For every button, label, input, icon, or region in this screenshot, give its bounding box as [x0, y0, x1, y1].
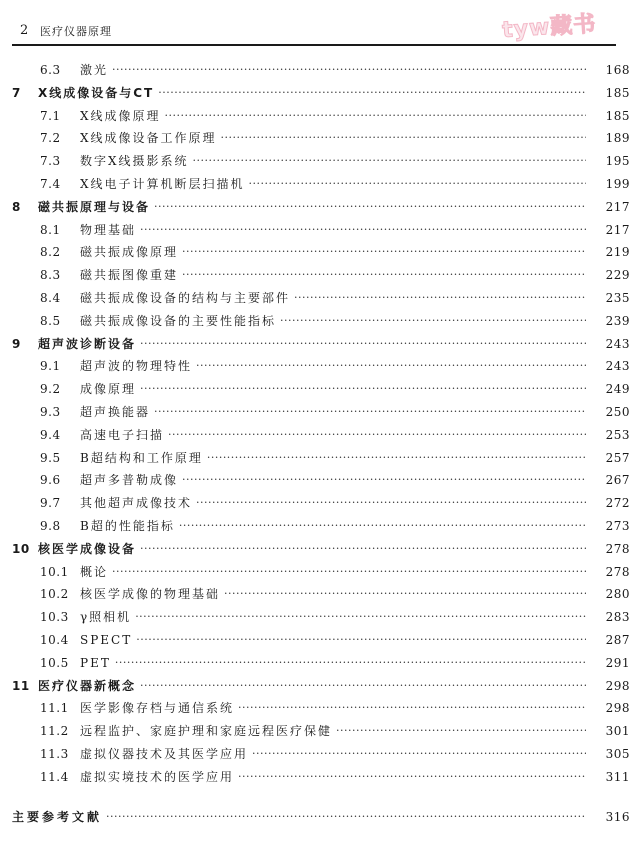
toc-section-entry[interactable] [0, 582, 630, 602]
toc-section-entry[interactable] [0, 742, 630, 762]
toc-entry-title: 医学影像存档与通信系统 [80, 701, 235, 716]
leader-dots [182, 267, 586, 283]
toc-entry-page: 235 [605, 291, 630, 305]
toc-entry-number: 9.4 [40, 427, 61, 442]
toc-section-entry[interactable] [0, 240, 630, 260]
toc-section-entry[interactable] [0, 263, 630, 283]
toc-entry-page: 278 [605, 564, 630, 579]
toc-entry-number: 8.2 [40, 245, 61, 260]
toc-entry-page: 283 [605, 610, 630, 625]
leader-dots [224, 586, 586, 602]
running-title: 医疗仪器原理 [40, 25, 112, 38]
toc-entry-number: 8.5 [40, 313, 61, 328]
leader-dots [165, 108, 586, 124]
toc-entry-title: SPECT [80, 633, 133, 647]
toc-entry-page: 316 [605, 810, 630, 824]
toc-entry-page: 189 [605, 131, 630, 146]
toc-entry-page: 168 [605, 63, 630, 77]
leader-dots [238, 700, 586, 716]
toc-entry-number: 7.1 [40, 108, 61, 123]
toc-section-entry[interactable] [0, 651, 630, 671]
toc-entry-title: 主要参考文献 [12, 810, 103, 824]
toc-entry-page: 250 [605, 405, 630, 419]
toc-entry-page: 301 [605, 724, 630, 739]
leader-dots [280, 313, 586, 329]
toc-entry-title: 磁共振原理与设备 [38, 199, 151, 214]
toc-entry-title: 远程监护、家庭护理和家庭远程医疗保健 [80, 724, 333, 739]
page-header [12, 11, 616, 46]
toc-entry-page: 249 [605, 382, 630, 397]
toc-entry-title: 超声多普勒成像 [80, 473, 179, 488]
toc-entry-number: 10.4 [40, 633, 69, 647]
toc-section-entry[interactable] [0, 58, 630, 78]
toc-entry-page: 217 [605, 199, 630, 214]
toc-entry-number: 9.7 [40, 496, 61, 511]
toc-entry-number: 10 [12, 541, 30, 556]
leader-dots [168, 427, 586, 443]
toc-entry-title: 物理基础 [80, 222, 137, 237]
leader-dots [196, 358, 586, 374]
toc-entry-page: 217 [605, 222, 630, 237]
toc-entry-number: 11 [12, 678, 30, 693]
toc-entry-page: 229 [605, 268, 630, 283]
toc-section-entry[interactable] [0, 446, 630, 466]
leader-dots [179, 518, 586, 534]
leader-dots [207, 450, 586, 466]
toc-section-entry[interactable] [0, 765, 630, 785]
leader-dots [140, 541, 586, 557]
leader-dots [106, 809, 586, 825]
toc-section-entry[interactable] [0, 491, 630, 511]
leader-dots [154, 199, 586, 215]
page-number: 2 [20, 23, 29, 38]
leader-dots [182, 472, 586, 488]
toc-entry-title: 磁共振成像原理 [80, 245, 179, 260]
leader-dots [158, 85, 586, 101]
leader-dots [154, 404, 586, 420]
toc-entry-number: 8.1 [40, 222, 61, 237]
toc-entry-page: 278 [605, 541, 630, 556]
toc-entry-page: 291 [605, 655, 630, 670]
toc-entry-title: 磁共振成像设备的结构与主要部件 [80, 291, 291, 305]
toc-entry-number: 9 [12, 336, 21, 351]
toc-entry-page: 257 [605, 450, 630, 465]
leader-dots [238, 769, 586, 785]
toc-entry-number: 8 [12, 199, 21, 214]
toc-section-entry[interactable] [0, 126, 630, 146]
toc-entry-page: 298 [605, 678, 630, 693]
toc-entry-number: 10.5 [40, 655, 69, 670]
toc-section-entry[interactable] [0, 377, 630, 397]
toc-section-entry[interactable] [0, 172, 630, 192]
toc-entry-number: 7.3 [40, 154, 61, 169]
toc-entry-page: 195 [605, 154, 630, 169]
leader-dots [135, 609, 586, 625]
toc-entry-title: X线成像设备与CT [38, 85, 155, 100]
leader-dots [112, 62, 586, 78]
toc-entry-page: 287 [605, 633, 630, 647]
leader-dots [193, 153, 586, 169]
toc-entry-number: 7.4 [40, 177, 61, 191]
toc-entry-number: 7 [12, 85, 21, 100]
toc-entry-title: γ照相机 [80, 610, 132, 625]
toc-entry-title: B超的性能指标 [80, 519, 175, 533]
toc-section-entry[interactable] [0, 218, 630, 238]
toc-entry-page: 219 [605, 245, 630, 260]
toc-section-entry[interactable] [0, 514, 630, 534]
toc-section-entry[interactable] [0, 560, 630, 580]
toc-chapter-entry[interactable] [0, 537, 630, 557]
leader-dots [196, 495, 586, 511]
toc-entry-number: 11.1 [40, 701, 69, 716]
toc-entry-title: 高速电子扫描 [80, 427, 165, 442]
leader-dots [115, 655, 586, 671]
leader-dots [140, 381, 586, 397]
toc-entry-page: 280 [605, 587, 630, 602]
toc-entry-title: 激光 [80, 63, 109, 77]
toc-entry-number: 6.3 [40, 63, 61, 77]
toc-section-entry[interactable] [0, 149, 630, 169]
toc-entry-number: 10.1 [40, 564, 69, 579]
toc-entry-title: X线电子计算机断层扫描机 [80, 177, 245, 191]
toc-entry-page: 311 [605, 769, 630, 784]
toc-section-entry[interactable] [0, 696, 630, 716]
toc-entry-number: 9.6 [40, 473, 61, 488]
toc-entry-title: 超声换能器 [80, 405, 151, 419]
toc-entry-title: 核医学成像的物理基础 [80, 587, 221, 602]
leader-dots [249, 176, 586, 192]
leader-dots [136, 632, 586, 648]
leader-dots [182, 244, 586, 260]
toc-entry-title: X线成像原理 [80, 108, 161, 123]
leader-dots [140, 336, 586, 352]
toc-entry-number: 10.3 [40, 610, 69, 625]
toc-entry-page: 298 [605, 701, 630, 716]
toc-entry-title: 磁共振成像设备的主要性能指标 [80, 313, 277, 328]
toc-chapter-entry[interactable] [0, 674, 630, 694]
leader-dots [140, 222, 586, 238]
toc-section-entry[interactable] [0, 605, 630, 625]
toc-entry-title: 医疗仪器新概念 [38, 678, 137, 693]
toc-entry-title: 超声波诊断设备 [38, 336, 137, 351]
toc-chapter-entry[interactable] [0, 81, 630, 101]
toc-section-entry[interactable] [0, 628, 630, 648]
leader-dots [112, 564, 586, 580]
toc-entry-number: 9.5 [40, 450, 61, 465]
toc-entry-number: 8.4 [40, 291, 61, 305]
toc-entry-page: 305 [605, 747, 630, 761]
toc-entry-page: 185 [605, 85, 630, 100]
toc-entry-number: 9.2 [40, 382, 61, 397]
toc-chapter-entry[interactable] [0, 195, 630, 215]
toc-entry-page: 243 [605, 359, 630, 374]
toc-entry-number: 9.3 [40, 405, 61, 419]
toc-entry-title: PET [80, 655, 111, 670]
watermark-stamp: tyw藏书 [501, 11, 597, 44]
toc-section-entry[interactable] [0, 423, 630, 443]
toc-entry-references[interactable] [0, 805, 630, 825]
toc-entry-number: 9.8 [40, 519, 61, 533]
toc-entry-page: 253 [605, 427, 630, 442]
toc-entry-title: 其他超声成像技术 [80, 496, 193, 511]
toc-section-entry[interactable] [0, 354, 630, 374]
toc-entry-title: 概论 [80, 564, 109, 579]
toc-entry-title: 磁共振图像重建 [80, 268, 179, 283]
toc-entry-page: 272 [605, 496, 630, 511]
leader-dots [336, 723, 586, 739]
toc-entry-title: X线成像设备工作原理 [80, 131, 217, 146]
toc-entry-page: 267 [605, 473, 630, 488]
leader-dots [140, 678, 586, 694]
leader-dots [221, 130, 586, 146]
toc-entry-title: 超声波的物理特性 [80, 359, 193, 374]
toc-entry-title: 核医学成像设备 [38, 541, 137, 556]
toc-entry-page: 199 [605, 177, 630, 191]
toc-entry-number: 7.2 [40, 131, 61, 146]
toc-chapter-entry[interactable] [0, 332, 630, 352]
toc-section-entry[interactable] [0, 286, 630, 306]
leader-dots [252, 746, 586, 762]
toc-entry-title: 虚拟实境技术的医学应用 [80, 769, 235, 784]
toc-entry-page: 273 [605, 519, 630, 533]
toc-section-entry[interactable] [0, 104, 630, 124]
leader-dots [294, 290, 586, 306]
toc-entry-title: B超结构和工作原理 [80, 450, 203, 465]
toc-entry-number: 11.2 [40, 724, 69, 739]
toc-entry-number: 9.1 [40, 359, 61, 374]
toc-entry-number: 11.3 [40, 747, 69, 761]
toc-entry-page: 239 [605, 313, 630, 328]
toc-entry-title: 虚拟仪器技术及其医学应用 [80, 747, 249, 761]
toc-section-entry[interactable] [0, 400, 630, 420]
toc-entry-number: 11.4 [40, 769, 69, 784]
toc-section-entry[interactable] [0, 468, 630, 488]
toc-section-entry[interactable] [0, 719, 630, 739]
toc-section-entry[interactable] [0, 309, 630, 329]
toc-entry-number: 8.3 [40, 268, 61, 283]
toc-entry-title: 数字X线摄影系统 [80, 154, 189, 169]
toc-entry-page: 243 [605, 336, 630, 351]
toc-entry-page: 185 [605, 108, 630, 123]
toc-entry-title: 成像原理 [80, 382, 137, 397]
toc-entry-number: 10.2 [40, 587, 69, 602]
